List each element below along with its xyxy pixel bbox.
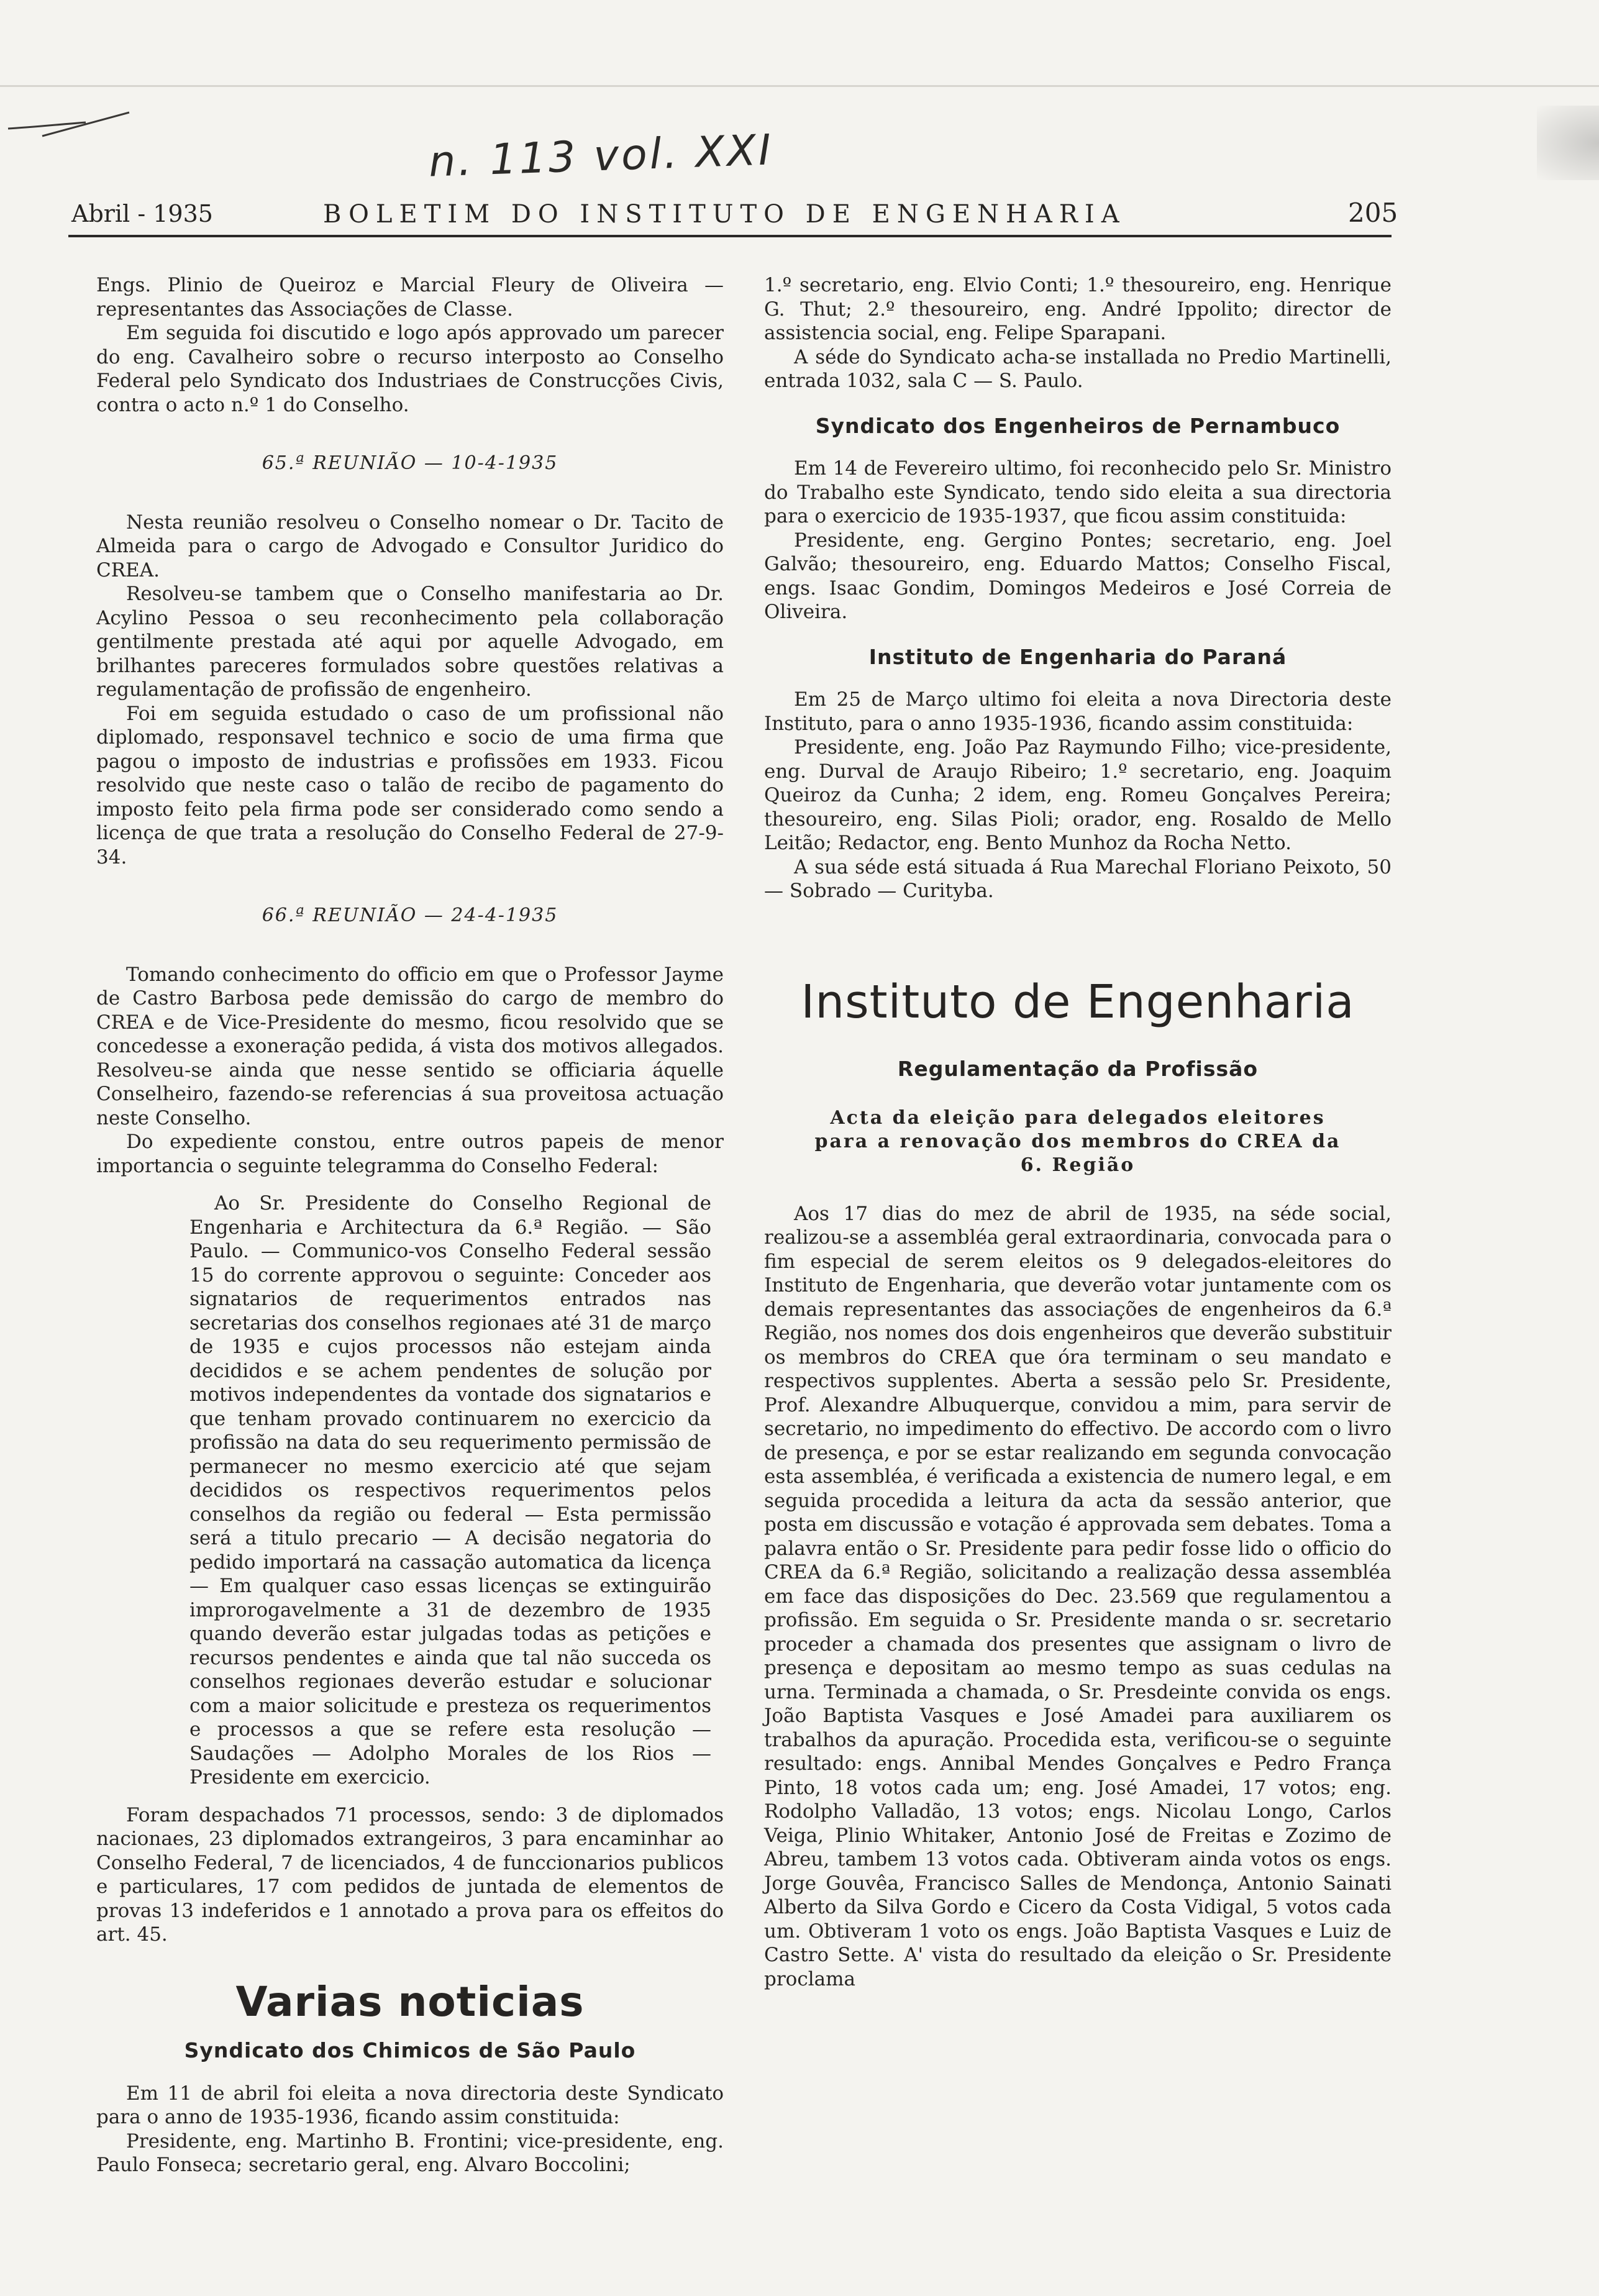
paragraph: Presidente, eng. João Paz Raymundo Filho; vice-presidente, eng. Durval de Araujo Ribeiro; 1.º secretario, eng. Joaquim Queiroz da Cunha; 2 idem, eng. Romeu Gonçalves Pereira; thesoureiro, eng. Silas Pioli; orador, eng. Rosaldo de Mello Leitão; Redactor, eng. Bento Munhoz da Rocha Netto.: [764, 736, 1392, 854]
header-date: Abril - 1935: [71, 200, 213, 227]
section-title: Varias noticias: [235, 1977, 585, 2026]
subsection-title: Regulamentação da Profissão: [897, 1057, 1259, 1081]
telegram-quote: [189, 1191, 711, 1790]
subsection-title: Syndicato dos Engenheiros de Pernambuco: [815, 413, 1341, 438]
paragraph: 1.º secretario, eng. Elvio Conti; 1.º thesoureiro, eng. Henrique G. Thut; 2.º thesoureiro, eng. André Ippolito; director de assistencia social, eng. Felipe Sparapani.: [764, 274, 1392, 344]
paragraph: Tomando conhecimento do officio em que o Professor Jayme de Castro Barbosa pede demissão do cargo de membro do CREA e de Vice-Presidente do mesmo, ficou resolvido que se concedesse a exoneração pedida, á vista dos motivos allegados. Resolveu-se ainda que nesse sentido se officiaria áquelle Conselheiro, fazendo-se referencias á sua proveitosa actuação neste Conselho.: [96, 963, 724, 1129]
paragraph: Nesta reunião resolveu o Conselho nomear o Dr. Tacito de Almeida para o cargo de Advogado e Consultor Juridico do CREA.: [96, 511, 724, 581]
paragraph: Foi em seguida estudado o caso de um profissional não diplomado, responsavel technico e socio de uma firma que pagou o imposto de industrias e profissões em 1933. Ficou resolvido que neste caso o talão de recibo de pagamento do imposto feito pela firma pode ser considerado como sendo a licença de que trata a resolução do Conselho Federal de 27-9-34.: [96, 702, 724, 868]
acta-title: Acta da eleição para delegados eleitores para a renovação dos membros do CREA da 6. Região: [814, 1106, 1341, 1176]
paragraph: Em 11 de abril foi eleita a nova directoria deste Syndicato para o anno de 1935-1936, ficando assim constituida:: [96, 2082, 724, 2128]
paragraph: Do expediente constou, entre outros papeis de menor importancia o seguinte telegramma do Conselho Federal:: [96, 1131, 724, 1177]
pen-mark-icon: [5, 109, 135, 146]
telegram-text: Ao Sr. Presidente do Conselho Regional de Engenharia e Architectura da 6.ª Região. — São Paulo. — Communico-vos Conselho Federal sessão 15 do corrente approvou o seguinte: Conceder aos signatarios de requerimentos entrados nas secretarias dos conselhos regionaes até 31 de março de 1935 e cujos processos não estejam ainda decididos e se achem pendentes de solução por motivos independentes da vontade dos signatarios e que tenham provado continuarem no exercicio da profissão na data do seu requerimento permissão de permanecer no mesmo exercicio até que sejam decididos os respectivos requerimentos pelos conselhos da região ou federal — Esta permissão será a titulo precario — A decisão negatoria do pedido importará na cassação automatica da licença — Em qualquer caso essas licenças se extinguirão improrogavelmente a 31 de dezembro de 1935 quando deverão estar julgadas todas as petições e recursos pendentes e ainda que tal não succeda os conselhos regionaes deverão estudar e solucionar com a maior solicitude e presteza os requerimentos e processos a que se refere esta resolução — Saudações — Adolpho Morales de los Rios — Presidente em exercicio.: [189, 1192, 711, 1788]
handwritten-annotation: n. 113 vol. XXI: [427, 125, 775, 187]
scan-shadow: [1537, 106, 1599, 180]
paragraph: Aos 17 dias do mez de abril de 1935, na séde social, realizou-se a assembléa geral extraordinaria, convocada para o fim especial de serem eleitos os 9 delegados-eleitores do Instituto de Engenharia, que deverão votar juntamente com os demais representantes das associações de engenheiros da 6.ª Região, nos nomes dos dois engenheiros que deverão substituir os membros do CREA que óra terminam o seu mandato e respectivos supplentes. Aberta a sessão pelo Sr. Presidente, Prof. Alexandre Albuquerque, convidou a mim, para servir de secretario, no impedimento do effectivo. De accordo com o livro de presença, e por se estar realizando em segunda convocação esta assembléa, é verificada a existencia de numero legal, e em seguida procedida a leitura da acta da sessão anterior, que posta em discussão e votação é approvada sem debates. Toma a palavra então o Sr. Presidente para pedir fosse lido o officio do CREA da 6.ª Região, solicitando a realização dessa assembléa em face das disposições do Dec. 23.569 que regulamentou a profissão. Em seguida o Sr. Presidente manda o sr. secretario proceder a chamada dos presentes que assignam o livro de presença e depositam ao mesmo tempo as suas cedulas na urna. Terminada a chamada, o Sr. Presdeinte convida os engs. João Baptista Vasques e José Amadei para auxiliarem os trabalhos da apuração. Procedida esta, verificou-se o seguinte resultado: engs. Annibal Mendes Gonçalves e Pedro França Pinto, 18 votos cada um; eng. José Amadei, 17 votos; eng. Rodolpho Valladão, 13 votos; engs. Nicolau Longo, Carlos Veiga, Plinio Whitaker, Antonio José de Freitas e Zozimo de Abreu, tambem 13 votos cada. Obtiveram ainda votos os engs. Jorge Gouvêa, Francisco Salles de Mendonça, Antonio Sainati Alberto da Silva Gordo e Cicero da Costa Vidigal, 5 votos cada um. Obtiveram 1 voto os engs. João Baptista Vasques e Luiz de Castro Sette. A' vista do resultado da eleição o Sr. Presidente proclama: [764, 1202, 1392, 1990]
page-number: 205: [1348, 198, 1398, 228]
paragraph: Engs. Plinio de Queiroz e Marcial Fleury de Oliveira — representantes das Associações de Classe.: [96, 274, 724, 321]
subsection-title: Syndicato dos Chimicos de São Paulo: [184, 2038, 636, 2062]
paragraph: A séde do Syndicato acha-se installada no Predio Martinelli, entrada 1032, sala C — S. Paulo.: [764, 345, 1392, 392]
paragraph: Presidente, eng. Gergino Pontes; secretario, eng. Joel Galvão; thesoureiro, eng. Eduardo Mattos; Conselho Fiscal, engs. Isaac Gondim, Domingos Medeiros e José Correia de Oliveira.: [764, 529, 1392, 623]
paragraph: Em 14 de Fevereiro ultimo, foi reconhecido pelo Sr. Ministro do Trabalho este Syndicato, tendo sido eleita a sua directoria para o exercicio de 1935-1937, que ficou assim constituida:: [764, 457, 1392, 527]
header-rule: [68, 235, 1392, 237]
meeting-heading: 65.ª REUNIÃO — 10-4-1935: [262, 452, 558, 474]
paragraph: A sua séde está situada á Rua Marechal Floriano Peixoto, 50 — Sobrado — Curityba.: [764, 855, 1392, 902]
meeting-heading: 66.ª REUNIÃO — 24-4-1935: [262, 904, 558, 926]
subsection-title: Instituto de Engenharia do Paraná: [868, 644, 1287, 669]
paragraph: Em 25 de Março ultimo foi eleita a nova Directoria deste Instituto, para o anno 1935-1936, ficando assim constituida:: [764, 688, 1392, 735]
paragraph: Resolveu-se tambem que o Conselho manifestaria ao Dr. Acylino Pessoa o seu reconhecimento pela collaboração gentilmente prestada até aqui por aquelle Advogado, em brilhantes pareceres formulados sobre questões relativas a regulamentação de profissão de engenheiro.: [96, 583, 724, 701]
right-column: [764, 273, 1392, 1991]
paragraph: Foram despachados 71 processos, sendo: 3 de diplomados nacionaes, 23 diplomados extrangeiros, 3 para encaminhar ao Conselho Federal, 7 de licenciados, 4 de funccionarios publicos e particulares, 17 com pedidos de juntada de elementos de provas 13 indeferidos e 1 annotado a prova para os effeitos do art. 45.: [96, 1803, 724, 1946]
scan-edge-line: [0, 85, 1599, 87]
paragraph: Presidente, eng. Martinho B. Frontini; vice-presidente, eng. Paulo Fonseca; secretario geral, eng. Alvaro Boccolini;: [96, 2130, 724, 2176]
section-title: Instituto de Engenharia: [801, 975, 1355, 1029]
left-column: [96, 273, 724, 2177]
paragraph: Em seguida foi discutido e logo após approvado um parecer do eng. Cavalheiro sobre o recurso interposto ao Conselho Federal pelo Syndicato dos Industriaes de Construcções Civis, contra o acto n.º 1 do Conselho.: [96, 322, 724, 416]
header-title: BOLETIM DO INSTITUTO DE ENGENHARIA: [323, 200, 1126, 229]
